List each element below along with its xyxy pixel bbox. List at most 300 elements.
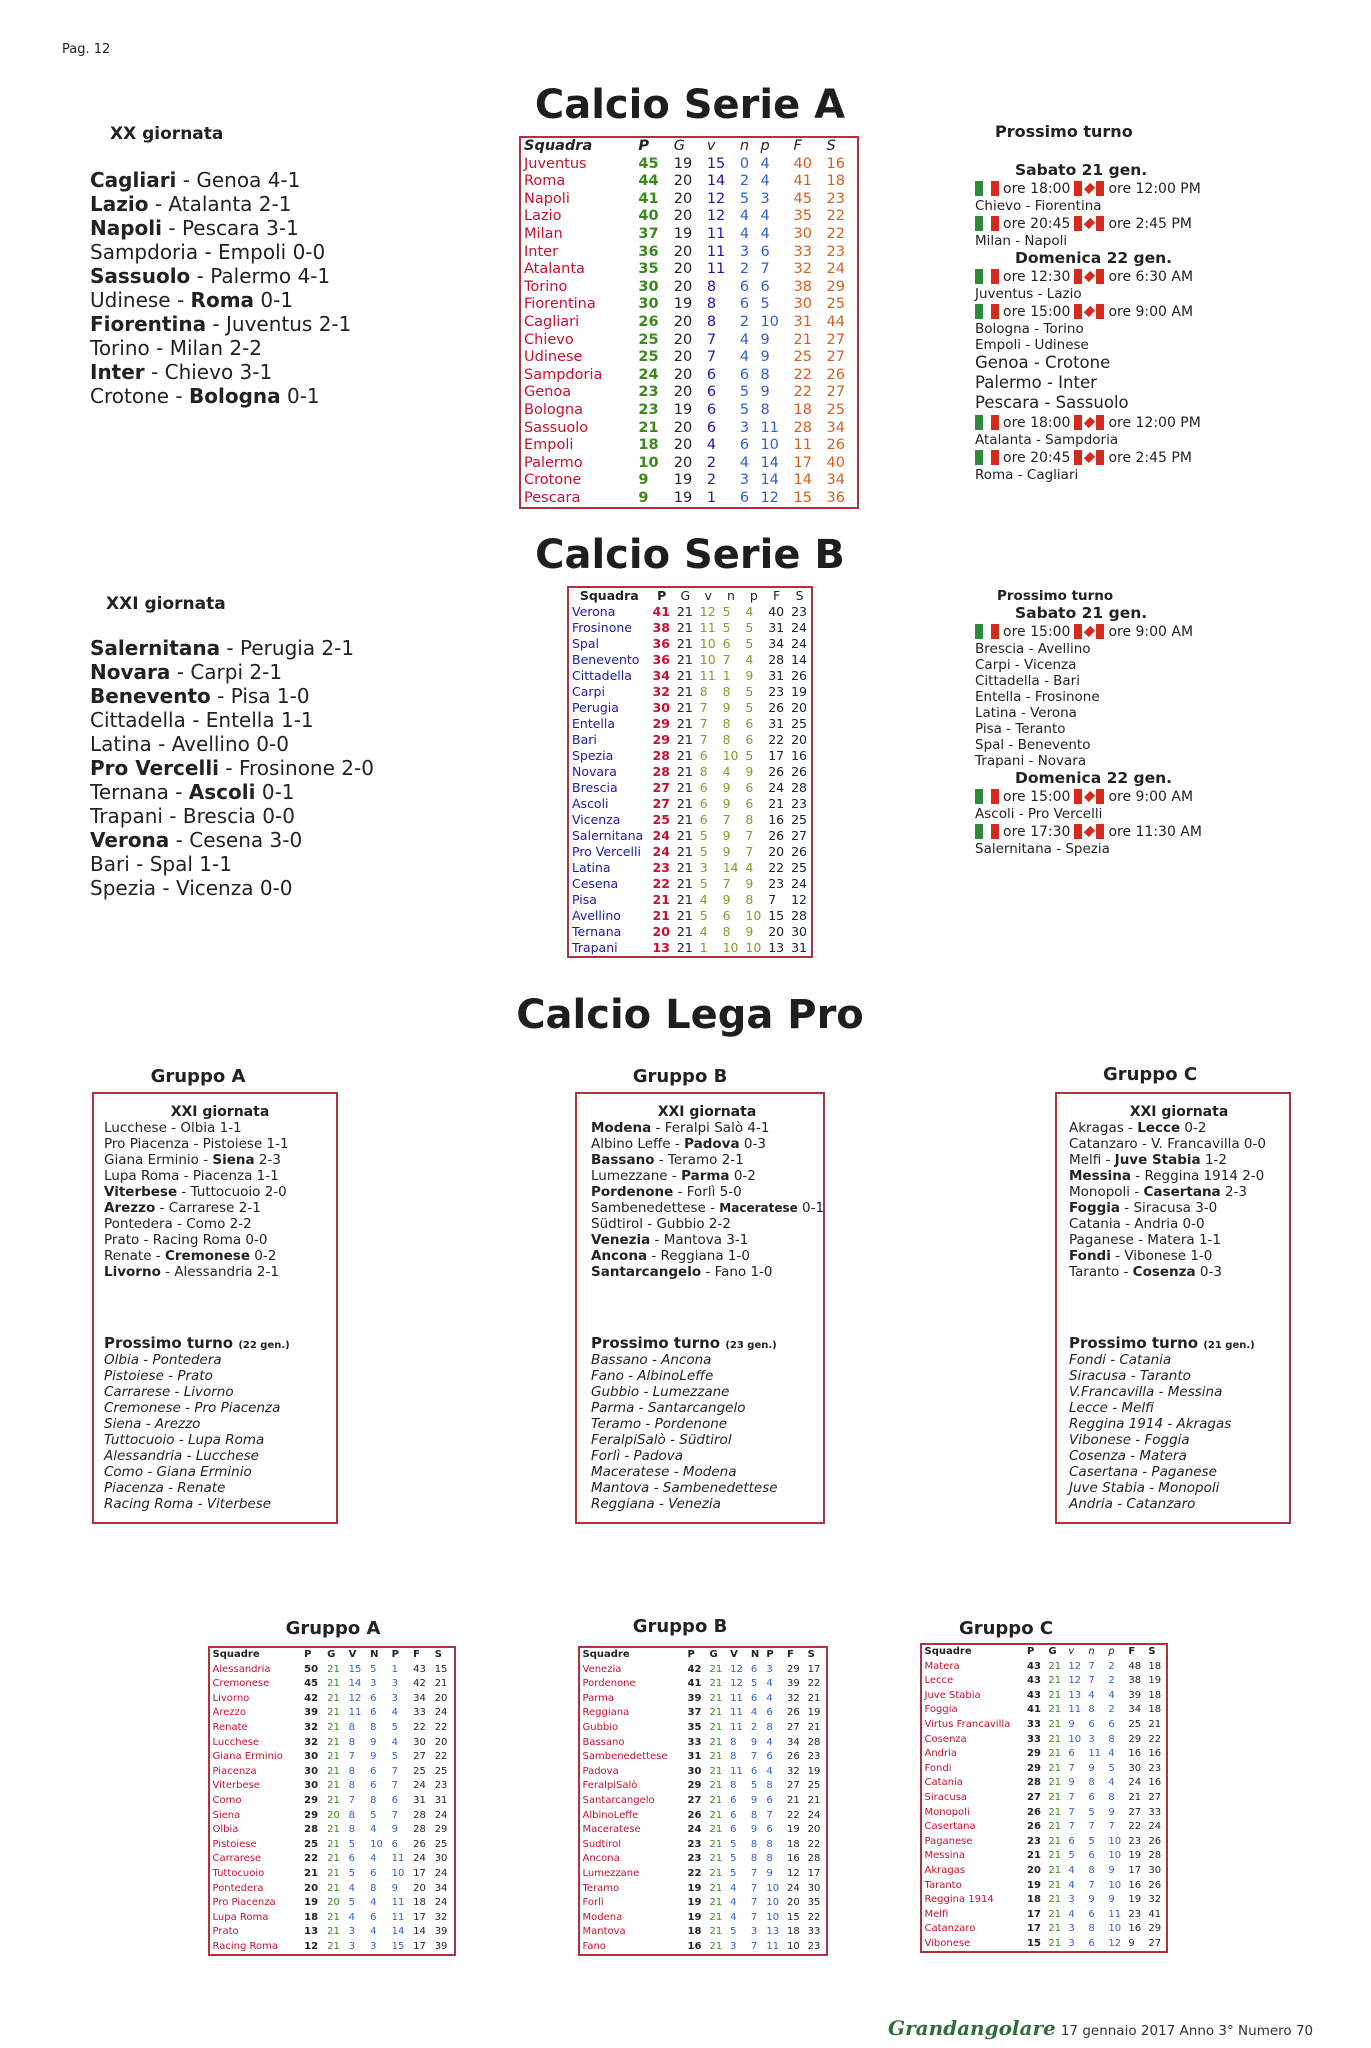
table-row	[921, 1660, 1167, 1675]
home-team: Novara	[90, 660, 171, 684]
stat-cell: 23	[1027, 1835, 1041, 1847]
stat-cell: 9	[1108, 1894, 1115, 1906]
stat-cell: 2	[1108, 1675, 1115, 1687]
stat-cell: 8	[1088, 1864, 1095, 1876]
result-row	[591, 1232, 823, 1248]
table-row	[520, 332, 858, 350]
stat-cell: 36	[652, 636, 670, 651]
column-header: P	[391, 1649, 399, 1660]
kickoff-times	[975, 448, 1275, 467]
stat-cell: 31	[434, 1794, 448, 1806]
result-row	[90, 828, 374, 852]
fixture: Ascoli - Pro Vercelli	[975, 806, 1103, 822]
stat-cell: 12	[760, 489, 779, 506]
stat-cell: 4	[766, 1736, 773, 1748]
stat-cell: 7	[391, 1765, 399, 1777]
serie-b-title: Calcio Serie B	[535, 532, 845, 578]
stat-cell: 27	[1148, 1937, 1162, 1949]
team-name: Viterbese	[212, 1780, 260, 1792]
stat-cell: 6	[739, 366, 750, 383]
group-b-standings-table	[578, 1646, 828, 1956]
stat-cell: 15	[793, 489, 812, 506]
giornata-heading: XXI giornata	[170, 1104, 270, 1120]
team-name: Torino	[524, 278, 568, 295]
stat-cell: 21	[1048, 1762, 1062, 1774]
team-name: Alessandria	[212, 1663, 271, 1675]
stat-cell: 31	[791, 940, 807, 955]
giornata-heading: XXI giornata	[1129, 1104, 1229, 1120]
stat-cell: 23	[826, 190, 845, 207]
stat-cell: 31	[413, 1794, 426, 1806]
stat-cell: 41	[1027, 1704, 1041, 1716]
stat-cell: 20	[304, 1882, 319, 1894]
stat-cell: 28	[1148, 1850, 1162, 1862]
stat-cell: 4	[1108, 1777, 1115, 1789]
stat-cell: 17	[768, 748, 785, 763]
result-row	[591, 1216, 823, 1232]
stat-cell: 11	[730, 1707, 743, 1719]
stat-cell: 21	[1048, 1748, 1062, 1760]
fixture: Reggina 1914 - Akragas	[1069, 1416, 1232, 1432]
score: 2-0	[334, 756, 374, 780]
stat-cell: 5	[1088, 1806, 1095, 1818]
result-row	[591, 1152, 823, 1168]
stat-cell: 26	[687, 1809, 702, 1821]
column-header: S	[434, 1649, 442, 1660]
stat-cell: 3	[730, 1940, 737, 1952]
stat-cell: 26	[768, 700, 785, 715]
stat-cell: 6	[745, 716, 754, 731]
stat-cell: 28	[793, 419, 812, 436]
stat-cell: 30	[1148, 1864, 1162, 1876]
column-header: P	[1027, 1646, 1035, 1657]
stat-cell: 18	[826, 173, 845, 190]
stat-cell: 20	[673, 190, 693, 207]
stat-cell: 10	[1108, 1835, 1122, 1847]
stat-cell: 19	[1027, 1879, 1041, 1891]
stat-cell: 22	[687, 1867, 702, 1879]
stat-cell: 18	[687, 1926, 702, 1938]
stat-cell: 30	[304, 1751, 319, 1763]
stat-cell: 21	[327, 1663, 340, 1675]
serie-b-giornata-label: XXI giornata	[106, 594, 226, 614]
stat-cell: 8	[699, 764, 708, 779]
stat-cell: 18	[413, 1897, 426, 1909]
issue-date: 17 gennaio 2017 Anno 3° Numero 70	[1060, 2023, 1314, 2039]
stat-cell: 28	[652, 764, 670, 779]
separator: -	[170, 288, 191, 312]
home-team: Trapani	[90, 804, 163, 828]
stat-cell: 6	[766, 1751, 773, 1763]
stat-cell: 19	[673, 225, 693, 242]
table-row	[568, 700, 812, 716]
stat-cell: 11	[1088, 1748, 1102, 1760]
stat-cell: 35	[638, 261, 659, 278]
stat-cell: 25	[793, 349, 812, 366]
winning-team: Pordenone	[591, 1184, 674, 1200]
stat-cell: 17	[1128, 1864, 1142, 1876]
stat-cell: 30	[807, 1882, 821, 1894]
result-row	[1069, 1264, 1289, 1280]
stat-cell: 4	[706, 437, 717, 454]
stat-cell: 8	[348, 1824, 355, 1836]
stat-cell: 21	[676, 892, 693, 907]
stat-cell: 30	[638, 278, 659, 295]
table-row	[921, 1689, 1167, 1704]
stat-cell: 9	[722, 700, 731, 715]
table-row	[921, 1922, 1167, 1937]
team-name: Palermo	[524, 454, 583, 471]
result-row	[90, 336, 351, 360]
stat-cell: 24	[434, 1867, 448, 1879]
separator: -	[148, 192, 169, 216]
team-name: Prato	[212, 1926, 239, 1938]
stat-cell: 5	[745, 748, 754, 763]
stat-cell: 3	[1088, 1733, 1095, 1745]
stat-cell: 21	[327, 1780, 340, 1792]
stat-cell: 22	[434, 1721, 448, 1733]
result-row	[1069, 1168, 1289, 1184]
stat-cell: 41	[1148, 1908, 1162, 1920]
table-row	[921, 1908, 1167, 1923]
stat-cell: 8	[348, 1765, 355, 1777]
stat-cell: 6	[706, 366, 717, 383]
fixture: Fondi - Catania	[1069, 1352, 1172, 1368]
winning-team: Arezzo	[104, 1200, 156, 1216]
stat-cell: 42	[304, 1692, 319, 1704]
winning-team: Parma	[681, 1168, 730, 1184]
stat-cell: 39	[1128, 1689, 1142, 1701]
stat-cell: 18	[1148, 1689, 1162, 1701]
stat-cell: 21	[327, 1926, 340, 1938]
table-row	[921, 1864, 1167, 1879]
stat-cell: 21	[709, 1911, 723, 1923]
column-header: N	[370, 1649, 379, 1660]
fixture: Cittadella - Bari	[975, 673, 1080, 689]
masthead-logo: Grandangolare	[888, 2016, 1056, 2040]
stat-cell: 26	[768, 764, 785, 779]
stat-cell: 6	[699, 748, 708, 763]
result-text: - Siracusa 3-0	[1120, 1200, 1218, 1216]
table-row	[568, 844, 812, 860]
stat-cell: 14	[793, 472, 812, 489]
column-header: P	[657, 588, 667, 603]
stat-cell: 24	[413, 1853, 426, 1865]
canada-flag-icon	[1074, 789, 1104, 804]
team-name: Lucchese	[212, 1736, 260, 1748]
result-row	[90, 240, 351, 264]
stat-cell: 7	[1088, 1879, 1095, 1891]
stat-cell: 5	[391, 1751, 399, 1763]
team-name: Sambenedettese	[582, 1751, 668, 1763]
stat-cell: 21	[676, 780, 693, 795]
stat-cell: 44	[826, 313, 845, 330]
table-row	[568, 636, 812, 652]
away-team: Pescara	[181, 216, 260, 240]
stat-cell: 25	[791, 716, 807, 731]
result-row	[1069, 1136, 1289, 1152]
team-name: Milan	[524, 225, 563, 242]
stat-cell: 5	[1068, 1850, 1075, 1862]
stat-cell: 21	[709, 1736, 723, 1748]
stat-cell: 21	[327, 1751, 340, 1763]
team-name: Lazio	[524, 208, 562, 225]
stat-cell: 45	[638, 155, 659, 172]
stat-cell: 9	[391, 1824, 399, 1836]
fixture: Teramo - Pordenone	[591, 1416, 728, 1432]
stat-cell: 5	[730, 1926, 737, 1938]
team-name: Forlì	[582, 1897, 604, 1909]
stat-cell: 9	[766, 1867, 773, 1879]
table-row	[209, 1736, 455, 1751]
stat-cell: 6	[1068, 1748, 1075, 1760]
stat-cell: 23	[638, 401, 659, 418]
stat-cell: 40	[638, 208, 659, 225]
fixture: Gubbio - Lumezzane	[591, 1384, 730, 1400]
stat-cell: 19	[791, 684, 807, 699]
stat-cell: 28	[807, 1736, 821, 1748]
stat-cell: 6	[739, 489, 750, 506]
italy-time: ore 15:00	[1003, 303, 1071, 320]
separator: -	[190, 264, 211, 288]
stat-cell: 41	[793, 173, 812, 190]
team-name: Cosenza	[924, 1733, 967, 1745]
separator: -	[220, 636, 241, 660]
column-header: v	[1068, 1646, 1075, 1657]
table-row	[921, 1674, 1167, 1689]
stat-cell: 9	[750, 1794, 758, 1806]
stat-cell: 6	[745, 796, 754, 811]
home-team: Napoli	[90, 216, 163, 240]
fixture: Pistoiese - Prato	[104, 1368, 213, 1384]
kickoff-times	[975, 622, 1275, 641]
team-name: Entella	[572, 716, 616, 731]
kickoff-times	[975, 302, 1275, 321]
away-team: Palermo	[210, 264, 292, 288]
stat-cell: 7	[745, 828, 754, 843]
stat-cell: 8	[348, 1721, 355, 1733]
team-name: Padova	[582, 1765, 619, 1777]
stat-cell: 9	[722, 796, 731, 811]
stat-cell: 9	[638, 489, 649, 506]
column-header: p	[760, 138, 770, 154]
result-text: - Forlì 5-0	[673, 1184, 742, 1200]
team-name: Perugia	[572, 700, 619, 715]
giornata-heading: XXI giornata	[657, 1104, 757, 1120]
table-row	[520, 472, 858, 490]
stat-cell: 5	[1088, 1835, 1095, 1847]
stat-cell: 21	[1148, 1718, 1162, 1730]
stat-cell: 10	[745, 940, 762, 955]
stat-cell: 3	[1068, 1923, 1075, 1935]
column-header: V	[730, 1649, 738, 1660]
stat-cell: 21	[1048, 1675, 1062, 1687]
stat-cell: 10	[699, 636, 716, 651]
stat-cell: 2	[739, 261, 750, 278]
away-team: Ascoli	[188, 780, 256, 804]
table-row	[520, 173, 858, 191]
stat-cell: 5	[745, 684, 754, 699]
stat-cell: 10	[699, 652, 716, 667]
stat-cell: 26	[787, 1751, 800, 1763]
stat-cell: 41	[687, 1678, 702, 1690]
next-round-label: Prossimo turno	[591, 1334, 721, 1352]
stat-cell: 4	[766, 1678, 773, 1690]
winning-team: Messina	[1069, 1168, 1132, 1184]
winning-team: Padova	[684, 1136, 740, 1152]
away-team: Chievo	[164, 360, 234, 384]
stat-cell: 9	[760, 349, 770, 366]
stat-cell: 12	[1068, 1675, 1082, 1687]
team-name: Monopoli	[924, 1806, 970, 1818]
stat-cell: 34	[768, 636, 785, 651]
stat-cell: 32	[434, 1911, 448, 1923]
table-row	[579, 1677, 827, 1692]
stat-cell: 8	[760, 366, 770, 383]
table-row	[568, 812, 812, 828]
stat-cell: 9	[760, 331, 770, 348]
stat-cell: 7	[391, 1809, 399, 1821]
stat-cell: 22	[768, 860, 785, 875]
stat-cell: 15	[348, 1663, 362, 1675]
stat-cell: 21	[327, 1707, 340, 1719]
team-name: Cesena	[572, 876, 619, 891]
stat-cell: 29	[826, 278, 845, 295]
stat-cell: 23	[791, 604, 807, 619]
stat-cell: 2	[1108, 1660, 1115, 1672]
stat-cell: 25	[304, 1838, 319, 1850]
stat-cell: 6	[699, 812, 708, 827]
stat-cell: 4	[739, 331, 750, 348]
table-header-row	[921, 1644, 1167, 1660]
stat-cell: 21	[1048, 1835, 1062, 1847]
result-text: - Carrarese 2-1	[155, 1200, 261, 1216]
fixture: Brescia - Avellino	[975, 641, 1091, 657]
stat-cell: 20	[673, 349, 693, 366]
team-name: Inter	[524, 243, 559, 260]
stat-cell: 12	[1108, 1937, 1122, 1949]
italy-time: ore 18:00	[1003, 414, 1071, 431]
home-team: Udinese	[90, 288, 171, 312]
result-row	[104, 1248, 336, 1264]
stat-cell: 7	[768, 892, 777, 907]
team-name: Casertana	[924, 1821, 976, 1833]
stat-cell: 23	[687, 1838, 702, 1850]
result-row	[90, 192, 351, 216]
column-header: P	[638, 138, 650, 154]
stat-cell: 33	[687, 1736, 702, 1748]
stat-cell: 6	[760, 278, 770, 295]
stat-cell: 21	[676, 876, 693, 891]
table-row	[520, 279, 858, 297]
stat-cell: 25	[807, 1780, 821, 1792]
stat-cell: 6	[750, 1663, 758, 1675]
table-row	[520, 314, 858, 332]
team-name: Fano	[582, 1940, 606, 1952]
stat-cell: 20	[673, 243, 693, 260]
stat-cell: 7	[750, 1882, 758, 1894]
stat-cell: 4	[739, 454, 750, 471]
stat-cell: 20	[791, 732, 807, 747]
team-name: Messina	[924, 1850, 965, 1862]
home-team: Cittadella	[90, 708, 186, 732]
stat-cell: 21	[327, 1838, 340, 1850]
stat-cell: 20	[1027, 1864, 1041, 1876]
stat-cell: 9	[391, 1882, 399, 1894]
stat-cell: 24	[826, 261, 845, 278]
stat-cell: 32	[304, 1721, 319, 1733]
column-header: P	[304, 1649, 312, 1660]
column-header: S	[795, 588, 804, 603]
stat-cell: 12	[787, 1867, 800, 1879]
table-row	[921, 1820, 1167, 1835]
canada-flag-icon	[1074, 216, 1104, 231]
stat-cell: 27	[1148, 1791, 1162, 1803]
home-team: Benevento	[90, 684, 211, 708]
team-name: Parma	[582, 1692, 615, 1704]
stat-cell: 9	[370, 1751, 377, 1763]
away-team: Perugia	[240, 636, 316, 660]
table-row	[568, 828, 812, 844]
stat-cell: 21	[807, 1692, 821, 1704]
team-name: Trapani	[572, 940, 618, 955]
table-row	[520, 244, 858, 262]
stat-cell: 26	[1027, 1821, 1041, 1833]
table-row	[568, 684, 812, 700]
team-name: AlbinoLeffe	[582, 1809, 639, 1821]
stat-cell: 10	[766, 1897, 780, 1909]
stat-cell: 8	[766, 1853, 773, 1865]
stat-cell: 29	[787, 1663, 800, 1675]
stat-cell: 21	[676, 860, 693, 875]
stat-cell: 9	[722, 780, 731, 795]
separator: -	[151, 732, 172, 756]
stat-cell: 4	[730, 1897, 737, 1909]
fixture: Como - Giana Erminio	[104, 1464, 252, 1480]
column-header: N	[750, 1649, 760, 1660]
column-header: p	[1108, 1646, 1115, 1657]
stat-cell: 25	[638, 349, 659, 366]
stat-cell: 21	[709, 1940, 723, 1952]
stat-cell: 25	[826, 401, 845, 418]
result-text: Sambenedettese -	[591, 1200, 720, 1216]
team-name: Siena	[212, 1809, 241, 1821]
stat-cell: 22	[807, 1678, 821, 1690]
fixture: Siracusa - Taranto	[1069, 1368, 1191, 1384]
stat-cell: 4	[348, 1911, 355, 1923]
stat-cell: 18	[787, 1926, 800, 1938]
stat-cell: 3	[1068, 1937, 1075, 1949]
result-row	[1069, 1216, 1289, 1232]
stat-cell: 6	[706, 419, 717, 436]
away-team: Entella	[205, 708, 275, 732]
table-row	[579, 1809, 827, 1824]
stat-cell: 9	[1088, 1894, 1095, 1906]
stat-cell: 18	[1027, 1894, 1041, 1906]
stat-cell: 16	[1148, 1777, 1162, 1789]
stat-cell: 24	[768, 780, 785, 795]
result-text: Südtirol - Gubbio 2-2	[591, 1216, 731, 1232]
table-row	[568, 668, 812, 684]
stat-cell: 28	[304, 1824, 319, 1836]
column-header: V	[348, 1649, 357, 1660]
stat-cell: 4	[745, 860, 754, 875]
stat-cell: 11	[391, 1911, 405, 1923]
stat-cell: 2	[1108, 1704, 1115, 1716]
team-name: Juventus	[524, 155, 587, 172]
result-text: Lucchese - Olbia 1-1	[104, 1120, 242, 1136]
table-row	[568, 796, 812, 812]
